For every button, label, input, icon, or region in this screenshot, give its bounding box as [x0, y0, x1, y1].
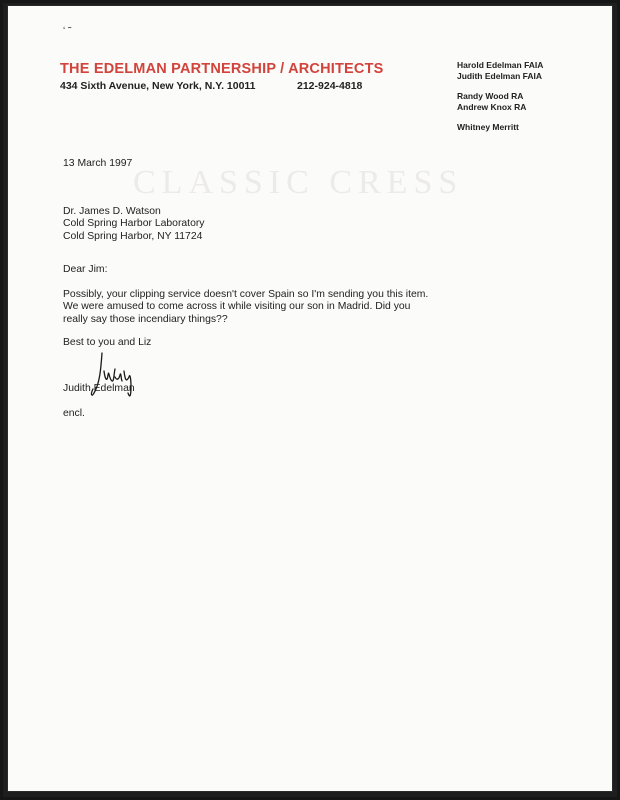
letter-page	[8, 6, 612, 791]
recipient-line: Cold Spring Harbor, NY 11724	[63, 230, 203, 242]
enclosure-note: encl.	[63, 408, 85, 419]
partner-name: Randy Wood RA	[457, 91, 524, 101]
firm-address: 434 Sixth Avenue, New York, N.Y. 10011	[60, 80, 256, 92]
letter-date: 13 March 1997	[63, 158, 133, 169]
partner-name: Judith Edelman FAIA	[457, 71, 543, 81]
body-line: We were amused to come across it while visiting our son in Madrid. Did you	[63, 301, 411, 313]
recipient-line: Cold Spring Harbor Laboratory	[63, 218, 205, 230]
body-line: Possibly, your clipping service doesn't cover Spain so I'm sending you this item.	[63, 289, 429, 300]
partner-name: Whitney Merritt	[457, 122, 519, 132]
partner-list	[457, 60, 543, 133]
signature-name: Judith Edelman	[63, 383, 135, 394]
salutation: Dear Jim:	[63, 264, 108, 275]
recipient-address	[63, 206, 483, 243]
partner-name: Andrew Knox RA	[457, 102, 527, 112]
firm-name: THE EDELMAN PARTNERSHIP / ARCHITECTS	[60, 61, 384, 77]
corner-marks: ʻ ˜	[63, 26, 72, 37]
closing: Best to you and Liz	[63, 337, 152, 348]
show-through-text: CLASSIC CRESS	[133, 164, 464, 201]
partner-name: Harold Edelman FAIA	[457, 60, 544, 70]
handwritten-signature	[88, 349, 138, 401]
recipient-line: Dr. James D. Watson	[63, 206, 161, 217]
firm-phone: 212-924-4818	[297, 80, 363, 92]
body-line: really say those incendiary things??	[63, 313, 228, 325]
letter-body	[63, 289, 483, 326]
